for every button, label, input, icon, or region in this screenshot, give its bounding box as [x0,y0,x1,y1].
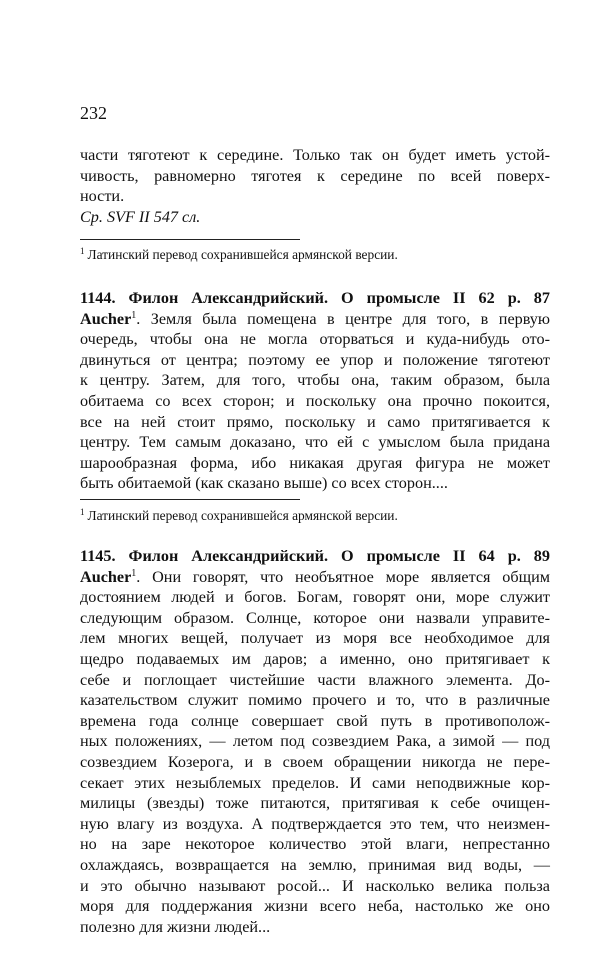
entry-heading-cont: Aucher [80,309,132,328]
entry-line: быть обитаемой (как сказано выше) со всех сторон.... [80,474,448,493]
entry-line: ную влагу из воздуха. А подтверждается это тем, что неизмен- [80,814,550,833]
footnote-rule [80,239,300,240]
intro-line: ности. [80,187,125,206]
entry-heading [80,546,550,567]
entry-heading-cont: Aucher [80,567,132,586]
entry-1144 [80,288,550,494]
entry-heading-text: 1145. Филон Александрийский. О промысле II 64 p. 89 [80,547,550,565]
entry-line: щедро подаваемых им даров; а именно, оно притягивает к [80,649,550,668]
entry-line: лем многих вещей, получает из моря все необходимое для [80,629,550,648]
intro-line: чивость, равномерно тяготея к середине по всей поверх- [80,166,550,185]
intro-line: части тяготеют к середине. Только так он будет иметь устой- [80,146,550,164]
entry-line: моря для поддержания жизни всего неба, настолько же оно [80,897,550,916]
citation [80,207,550,228]
entry-text: . Они говорят, что необъятное море является общим [136,567,550,586]
entry-line: времена года солнце совершает свой путь в противополож- [80,711,550,730]
footnote-text: Латинский перевод сохранившейся армянской версии. [87,508,398,523]
footnote [80,246,550,263]
entry-line: охлаждаясь, возвращается на землю, принимая вид воды, — [80,855,550,874]
entry-line: центру. Тем самым доказано, что ей с умыслом была придана [80,433,550,452]
entry-text: . Земля была помещена в центре для того, в первую [136,309,550,328]
footnote-ref: 1 [131,567,137,579]
footnote-rule [80,499,300,500]
entry-line: достоянием людей и богов. Богам, говорят они, море служит [80,588,550,607]
entry-line: милицы (звезды) тоже питаются, притягивая к себе очищен- [80,794,550,813]
footnote-mark: 1 [80,507,85,517]
entry-line: ных положениях, — летом под созвездием Рака, а зимой — под [80,732,550,751]
entry-line [80,309,550,330]
entry-line: себе и поглощает чистейшие части влажного элемента. До- [80,670,550,689]
footnote-ref: 1 [131,309,137,321]
entry-line: следующим образом. Солнце, которое они назвали управите- [80,608,550,627]
entry-heading-text: 1144. Филон Александрийский. О промысле II 62 p. 87 [80,289,550,307]
entry-heading [80,288,550,309]
intro-paragraph [80,145,550,227]
entry-line: казательством служит помимо прочего и то, что в различные [80,691,550,710]
entry-line: шарообразная форма, ибо никакая другая фигура не может [80,453,550,472]
page-number: 232 [80,103,107,123]
footnote-text: Латинский перевод сохранившейся армянской версии. [87,247,398,262]
footnote-mark: 1 [80,246,85,256]
entry-1145 [80,546,550,937]
entry-line: созвездием Козерога, и в своем обращении никогда не пере- [80,752,550,771]
entry-line: обитаема со всех сторон; и поскольку она прочно покоится, [80,391,550,410]
entry-line: и это обычно называют росой... И насколько велика польза [80,876,550,895]
entry-line: но на заре некоторое количество этой влаги, непрестанно [80,835,550,854]
citation-text: Ср. SVF II 547 сл. [80,207,201,226]
entry-line: к центру. Затем, для того, чтобы она, таким образом, была [80,371,550,390]
entry-line: очередь, чтобы она не могла оторваться и куда-нибудь ото- [80,330,550,349]
entry-line: секает этих незыблемых пределов. И сами неподвижные кор- [80,773,550,792]
footnote [80,507,550,524]
entry-line [80,567,550,588]
entry-line: двинуться от центра; поэтому ее упор и положение тяготеют [80,350,550,369]
entry-line: полезно для жизни людей... [80,917,271,936]
entry-line: все на ней стоит прямо, поскольку и само притягивается к [80,412,550,431]
